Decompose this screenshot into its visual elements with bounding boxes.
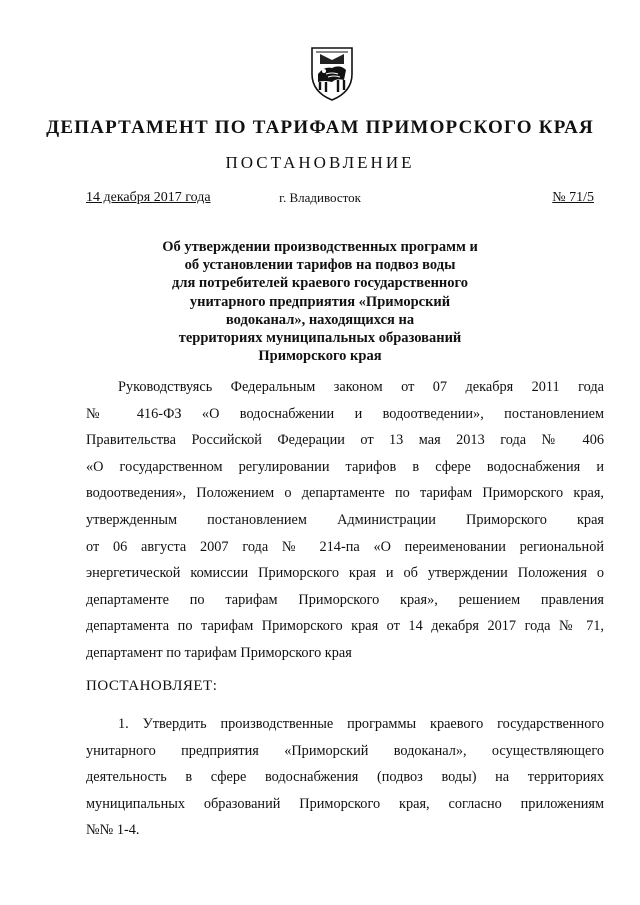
paragraph-line: департамент по тарифам Приморского края <box>86 644 352 661</box>
coat-of-arms-emblem <box>298 38 366 106</box>
title-line: об установлении тарифов на подвоз воды <box>184 257 456 274</box>
paragraph-line: «О государственном регулировании тарифов в сфере водоснабжения и <box>86 458 604 475</box>
title-line: Приморского края <box>258 348 382 365</box>
title-line: водоканал», находящихся на <box>225 311 415 328</box>
document-type: ПОСТАНОВЛЕНИЕ <box>225 153 415 172</box>
paragraph-line: муниципальных образований Приморского края, согласно приложениям <box>86 795 604 812</box>
paragraph-line: № 416-ФЗ «О водоснабжении и водоотведении», постановлением <box>86 405 604 422</box>
paragraph-line: деятельность в сфере водоснабжения (подвоз воды) на территориях <box>86 769 604 786</box>
document-title <box>0 238 640 365</box>
paragraph-line: водоотведения», Положением о департаменте по тарифам Приморского края, <box>86 485 604 502</box>
paragraph-line: утвержденным постановлением Администрации Приморского края <box>86 511 604 528</box>
paragraph-line: Правительства Российской Федерации от 13 мая 2013 года № 406 <box>86 432 604 449</box>
resolves-heading: ПОСТАНОВЛЯЕТ: <box>86 678 218 694</box>
title-line: унитарного предприятия «Приморский <box>189 293 451 310</box>
paragraph-line: унитарного предприятия «Приморский водоканал», осуществляющего <box>86 742 604 759</box>
department-name: ДЕПАРТАМЕНТ ПО ТАРИФАМ ПРИМОРСКОГО КРАЯ <box>46 117 594 138</box>
paragraph-line: энергетической комиссии Приморского края и об утверждении Положения о <box>86 565 604 582</box>
item-1-paragraph <box>86 711 604 844</box>
title-line: Об утверждении производственных программ и <box>162 239 478 255</box>
paragraph-line: департамента по тарифам Приморского края от 14 декабря 2017 года № 71, <box>86 618 604 635</box>
document-date: 14 декабря 2017 года <box>86 190 211 205</box>
document-number: № 71/5 <box>552 190 594 205</box>
paragraph-line: от 06 августа 2007 года № 214-па «О переименовании региональной <box>86 538 604 555</box>
paragraph-line: Руководствуясь Федеральным законом от 07 декабря 2011 года <box>118 379 604 395</box>
title-line: территориях муниципальных образований <box>178 330 462 347</box>
preamble-paragraph <box>86 374 604 667</box>
paragraph-line: департаменте по тарифам Приморского края», решением правления <box>86 591 604 608</box>
title-line: для потребителей краевого государственного <box>171 275 468 292</box>
document-city: г. Владивосток <box>279 190 361 205</box>
paragraph-line: 1. Утвердить производственные программы краевого государственного <box>118 716 604 732</box>
paragraph-line: №№ 1-4. <box>86 822 140 839</box>
